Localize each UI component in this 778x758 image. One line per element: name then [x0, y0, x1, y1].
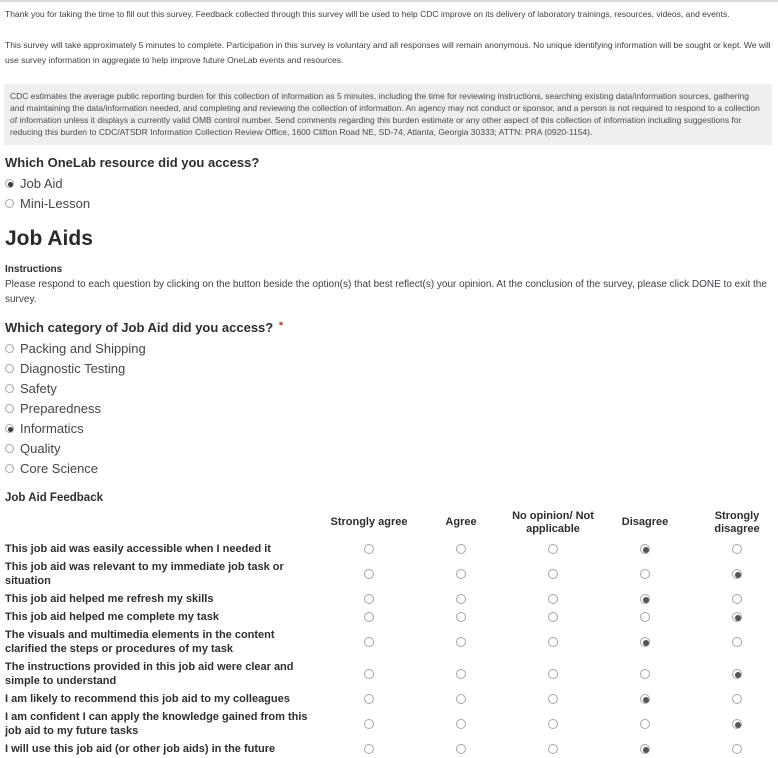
- instructions-label: Instructions: [5, 263, 63, 275]
- resource-question: [5, 155, 772, 211]
- matrix-cell-disagree[interactable]: [599, 716, 691, 732]
- radio-icon[interactable]: [5, 199, 14, 208]
- matrix-column-header: Strongly disagree: [714, 509, 760, 535]
- matrix-cell-no-opinion-not-applicable[interactable]: [507, 741, 599, 757]
- radio-icon[interactable]: [5, 464, 14, 473]
- radio-icon[interactable]: [732, 612, 742, 622]
- required-asterisk: *: [278, 319, 284, 332]
- matrix-cell-strongly-disagree[interactable]: [691, 691, 778, 707]
- radio-icon[interactable]: [640, 669, 650, 679]
- matrix-cell-disagree[interactable]: [599, 541, 691, 557]
- radio-icon[interactable]: [640, 569, 650, 579]
- matrix-cell-disagree[interactable]: [599, 566, 691, 582]
- option-label: Quality: [20, 440, 61, 456]
- matrix-row-statement: I am likely to recommend this job aid to my colleagues: [5, 692, 290, 705]
- radio-icon[interactable]: [364, 719, 374, 729]
- matrix-cell-strongly-agree[interactable]: [323, 591, 415, 607]
- matrix-row: [5, 608, 772, 626]
- option-label: Packing and Shipping: [20, 340, 146, 356]
- category-question-options: [5, 342, 772, 476]
- instructions-text: Please respond to each question by clicking on the button beside the option(s) that best reflect(s) your opinion. At the conclusion of the survey, please click DONE to exit the survey.: [5, 278, 767, 305]
- matrix-cell-disagree[interactable]: [599, 741, 691, 757]
- matrix-cell-agree[interactable]: [415, 591, 507, 607]
- radio-icon[interactable]: [456, 744, 466, 754]
- matrix-row: [5, 690, 772, 708]
- matrix-cell-agree[interactable]: [415, 691, 507, 707]
- feedback-matrix-table: [5, 508, 772, 758]
- matrix-cell-strongly-disagree[interactable]: [691, 541, 778, 557]
- matrix-cell-agree[interactable]: [415, 741, 507, 757]
- radio-icon[interactable]: [548, 612, 558, 622]
- matrix-cell-agree[interactable]: [415, 609, 507, 625]
- radio-icon[interactable]: [456, 594, 466, 604]
- matrix-column-header: Strongly agree: [330, 516, 408, 528]
- radio-icon[interactable]: [456, 544, 466, 554]
- radio-icon[interactable]: [640, 637, 650, 647]
- option-label: Informatics: [20, 420, 84, 436]
- matrix-column-header: Disagree: [621, 516, 669, 528]
- radio-icon[interactable]: [456, 669, 466, 679]
- matrix-row-statement: The visuals and multimedia elements in the content clarified the steps or procedures of my task: [5, 628, 275, 655]
- matrix-cell-agree[interactable]: [415, 541, 507, 557]
- radio-icon[interactable]: [5, 404, 14, 413]
- radio-icon[interactable]: [640, 694, 650, 704]
- radio-icon[interactable]: [456, 694, 466, 704]
- matrix-cell-disagree[interactable]: [599, 609, 691, 625]
- radio-icon[interactable]: [456, 612, 466, 622]
- intro-paragraph-2: This survey will take approximately 5 minutes to complete. Participation in this survey is voluntary and all responses will remain anonymous. No unique identifying information will be sought or kept. We will use survey information in aggregate to help improve future OneLab events and resources.: [5, 39, 771, 65]
- matrix-cell-strongly-agree[interactable]: [323, 691, 415, 707]
- radio-icon[interactable]: [548, 744, 558, 754]
- matrix-header-spacer: [5, 521, 323, 525]
- matrix-cell-agree[interactable]: [415, 666, 507, 682]
- radio-option-core-science[interactable]: [5, 462, 772, 476]
- radio-icon[interactable]: [364, 637, 374, 647]
- radio-icon[interactable]: [456, 569, 466, 579]
- matrix-row: [5, 740, 772, 758]
- radio-icon[interactable]: [548, 569, 558, 579]
- matrix-cell-disagree[interactable]: [599, 691, 691, 707]
- matrix-cell-strongly-agree[interactable]: [323, 541, 415, 557]
- radio-icon[interactable]: [640, 719, 650, 729]
- matrix-cell-no-opinion-not-applicable[interactable]: [507, 591, 599, 607]
- resource-question-label: Which OneLab resource did you access?: [5, 154, 260, 170]
- matrix-cell-strongly-disagree[interactable]: [691, 609, 778, 625]
- matrix-row: [5, 658, 772, 690]
- radio-icon[interactable]: [640, 594, 650, 604]
- radio-icon[interactable]: [640, 544, 650, 554]
- matrix-cell-strongly-disagree[interactable]: [691, 566, 778, 582]
- matrix-row: [5, 708, 772, 740]
- instructions-block: [5, 264, 772, 307]
- matrix-cell-disagree[interactable]: [599, 591, 691, 607]
- matrix-row: [5, 590, 772, 608]
- radio-icon[interactable]: [548, 719, 558, 729]
- radio-option-diagnostic-testing[interactable]: [5, 362, 772, 376]
- matrix-cell-agree[interactable]: [415, 634, 507, 650]
- radio-icon[interactable]: [732, 637, 742, 647]
- matrix-row-statement: The instructions provided in this job aid were clear and simple to understand: [5, 660, 294, 687]
- option-label: Job Aid: [20, 175, 63, 191]
- radio-option-job-aid[interactable]: [5, 177, 772, 191]
- radio-option-packing-and-shipping[interactable]: [5, 342, 772, 356]
- radio-icon[interactable]: [364, 569, 374, 579]
- radio-icon[interactable]: [5, 344, 14, 353]
- matrix-cell-no-opinion-not-applicable[interactable]: [507, 716, 599, 732]
- radio-icon[interactable]: [640, 612, 650, 622]
- radio-option-informatics[interactable]: [5, 422, 772, 436]
- radio-icon[interactable]: [364, 612, 374, 622]
- matrix-row-statement: This job aid helped me complete my task: [5, 610, 219, 623]
- radio-icon[interactable]: [456, 719, 466, 729]
- matrix-cell-no-opinion-not-applicable[interactable]: [507, 666, 599, 682]
- category-question-label: [5, 320, 772, 335]
- radio-icon[interactable]: [5, 384, 14, 393]
- matrix-row-statement: I will use this job aid (or other job aids) in the future: [5, 742, 276, 755]
- radio-icon[interactable]: [364, 544, 374, 554]
- matrix-row-statement: I am confident I can apply the knowledge gained from this job aid to my future tasks: [5, 710, 308, 737]
- matrix-cell-disagree[interactable]: [599, 666, 691, 682]
- matrix-cell-no-opinion-not-applicable[interactable]: [507, 566, 599, 582]
- category-question-text: Which category of Job Aid did you access?: [5, 319, 274, 335]
- radio-icon[interactable]: [548, 669, 558, 679]
- radio-icon[interactable]: [5, 179, 14, 188]
- matrix-cell-no-opinion-not-applicable[interactable]: [507, 691, 599, 707]
- radio-icon[interactable]: [364, 694, 374, 704]
- radio-icon[interactable]: [548, 637, 558, 647]
- matrix-row: [5, 558, 772, 590]
- radio-icon[interactable]: [456, 637, 466, 647]
- omb-burden-statement: CDC estimates the average public reporting burden for this collection of information as 5 minutes, including the time for reviewing instructions, searching existing data/information sources, gathering and maintaining the data/information needed, and completing and reviewing the collection of information. An agency may not conduct or sponsor, and a person is not required to respond to a collection of information unless it displays a currently valid OMB control number. Send comments regarding this burden estimate or any other aspect of this collection of information including suggestions for reducing this burden to CDC/ATSDR Information Collection Review Office, 1600 Clifton Road NE, SD-74, Atlanta, Georgia 30333; ATTN: PRA (0920-1154).: [4, 84, 772, 145]
- intro-paragraph-1: Thank you for taking the time to fill out this survey. Feedback collected through this survey will be used to help CDC improve on its delivery of laboratory trainings, resources, videos, and events.: [5, 9, 730, 19]
- matrix-cell-strongly-agree[interactable]: [323, 666, 415, 682]
- matrix-cell-agree[interactable]: [415, 566, 507, 582]
- matrix-cell-strongly-disagree[interactable]: [691, 716, 778, 732]
- feedback-matrix-label: Job Aid Feedback: [5, 491, 103, 504]
- radio-icon[interactable]: [364, 669, 374, 679]
- matrix-row: [5, 540, 772, 558]
- radio-icon[interactable]: [5, 364, 14, 373]
- matrix-row-statement: This job aid was relevant to my immediate job task or situation: [5, 560, 284, 587]
- radio-icon[interactable]: [548, 594, 558, 604]
- radio-icon[interactable]: [732, 694, 742, 704]
- matrix-cell-strongly-disagree[interactable]: [691, 666, 778, 682]
- radio-icon[interactable]: [548, 694, 558, 704]
- matrix-column-header: Agree: [445, 516, 477, 528]
- matrix-cell-strongly-disagree[interactable]: [691, 741, 778, 757]
- matrix-cell-agree[interactable]: [415, 716, 507, 732]
- option-label: Core Science: [20, 460, 99, 476]
- matrix-cell-strongly-agree[interactable]: [323, 741, 415, 757]
- radio-option-quality[interactable]: [5, 442, 772, 456]
- matrix-row-statement: This job aid was easily accessible when I needed it: [5, 542, 271, 555]
- radio-icon[interactable]: [364, 744, 374, 754]
- radio-icon[interactable]: [640, 744, 650, 754]
- matrix-cell-no-opinion-not-applicable[interactable]: [507, 634, 599, 650]
- radio-option-safety[interactable]: [5, 382, 772, 396]
- matrix-column-header: No opinion/ Not applicable: [512, 509, 594, 535]
- matrix-cell-strongly-agree[interactable]: [323, 609, 415, 625]
- category-question: [5, 320, 772, 476]
- option-label: Safety: [20, 380, 57, 396]
- radio-icon[interactable]: [364, 594, 374, 604]
- section-title: Job Aids: [5, 226, 93, 250]
- option-label: Mini-Lesson: [20, 195, 91, 211]
- radio-icon[interactable]: [732, 719, 742, 729]
- radio-icon[interactable]: [732, 594, 742, 604]
- radio-icon[interactable]: [732, 544, 742, 554]
- radio-icon[interactable]: [732, 744, 742, 754]
- matrix-row-statement: This job aid helped me refresh my skills: [5, 592, 214, 605]
- matrix-cell-disagree[interactable]: [599, 634, 691, 650]
- radio-icon[interactable]: [5, 424, 14, 433]
- matrix-row: [5, 626, 772, 658]
- option-label: Preparedness: [20, 400, 101, 416]
- radio-icon[interactable]: [732, 669, 742, 679]
- matrix-cell-no-opinion-not-applicable[interactable]: [507, 541, 599, 557]
- radio-icon[interactable]: [732, 569, 742, 579]
- matrix-cell-strongly-disagree[interactable]: [691, 591, 778, 607]
- matrix-cell-strongly-disagree[interactable]: [691, 634, 778, 650]
- resource-question-options: [5, 177, 772, 211]
- option-label: Diagnostic Testing: [20, 360, 126, 376]
- radio-icon[interactable]: [5, 444, 14, 453]
- matrix-cell-strongly-agree[interactable]: [323, 634, 415, 650]
- matrix-header-row: [5, 508, 772, 538]
- radio-option-mini-lesson[interactable]: [5, 197, 772, 211]
- matrix-cell-no-opinion-not-applicable[interactable]: [507, 609, 599, 625]
- radio-option-preparedness[interactable]: [5, 402, 772, 416]
- matrix-cell-strongly-agree[interactable]: [323, 566, 415, 582]
- matrix-cell-strongly-agree[interactable]: [323, 716, 415, 732]
- feedback-matrix: [5, 492, 772, 758]
- radio-icon[interactable]: [548, 544, 558, 554]
